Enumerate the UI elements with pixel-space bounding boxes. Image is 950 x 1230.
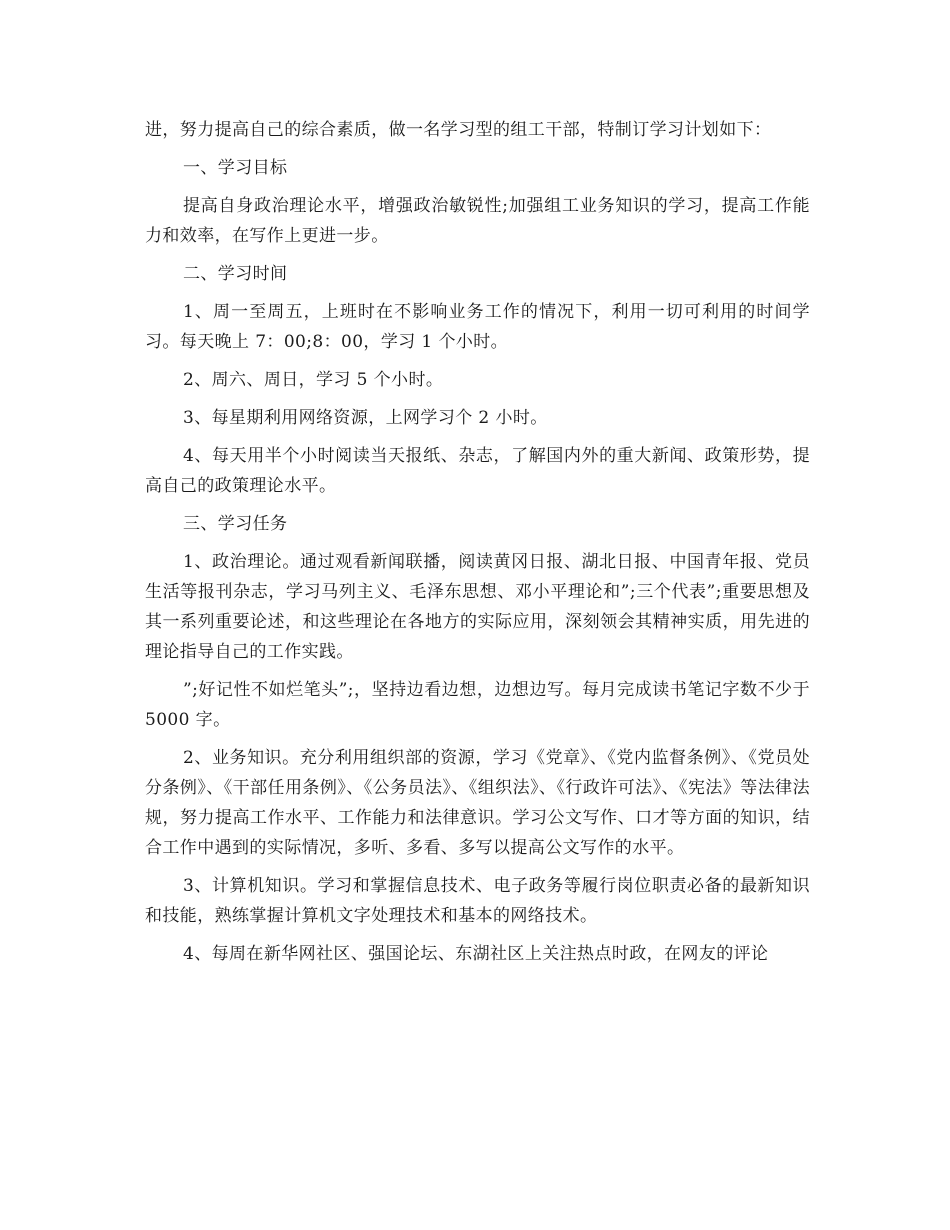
paragraph: 2、周六、周日，学习 5 个小时。 bbox=[183, 370, 444, 390]
paragraph: 4、每天用半个小时阅读当天报纸、杂志，了解国内外的重大新闻、政策形势，提高自己的政策理论水平。 bbox=[145, 446, 810, 496]
paragraph: ”;好记性不如烂笔头”;，坚持边看边想，边想边写。每月完成读书笔记字数不少于 5000 字。 bbox=[145, 680, 810, 730]
section-heading-time: 二、学习时间 bbox=[183, 264, 288, 284]
document-body bbox=[145, 115, 810, 977]
paragraph: 进，努力提高自己的综合素质，做一名学习型的组工干部，特制订学习计划如下： bbox=[145, 120, 772, 140]
paragraph: 4、每周在新华网社区、强国论坛、东湖社区上关注热点时政，在网友的评论 bbox=[183, 944, 769, 964]
section-heading-goals: 一、学习目标 bbox=[183, 158, 288, 178]
paragraph: 1、周一至周五，上班时在不影响业务工作的情况下，利用一切可利用的时间学习。每天晚上 7：00;8：00，学习 1 个小时。 bbox=[145, 302, 810, 352]
section-heading-tasks: 三、学习任务 bbox=[183, 514, 288, 534]
paragraph: 1、政治理论。通过观看新闻联播，阅读黄冈日报、湖北日报、中国青年报、党员生活等报刊杂志，学习马列主义、毛泽东思想、邓小平理论和”;三个代表”;重要思想及其一系列重要论述，和这些理论在各地方的实际应用，深刻领会其精神实质，用先进的理论指导自己的工作实践。 bbox=[145, 552, 810, 662]
paragraph: 3、计算机知识。学习和掌握信息技术、电子政务等履行岗位职责必备的最新知识和技能，熟练掌握计算机文字处理技术和基本的网络技术。 bbox=[145, 876, 810, 926]
paragraph: 3、每星期利用网络资源，上网学习个 2 小时。 bbox=[183, 408, 548, 428]
paragraph: 2、业务知识。充分利用组织部的资源，学习《党章》、《党内监督条例》、《党员处分条例》、《干部任用条例》、《公务员法》、《组织法》、《行政许可法》、《宪法》等法律法规，努力提高工作水平、工作能力和法律意识。学习公文写作、口才等方面的知识，结合工作中遇到的实际情况，多听、多看、多写以提高公文写作的水平。 bbox=[145, 748, 810, 858]
paragraph: 提高自身政治理论水平，增强政治敏锐性;加强组工业务知识的学习，提高工作能力和效率，在写作上更进一步。 bbox=[145, 196, 810, 246]
